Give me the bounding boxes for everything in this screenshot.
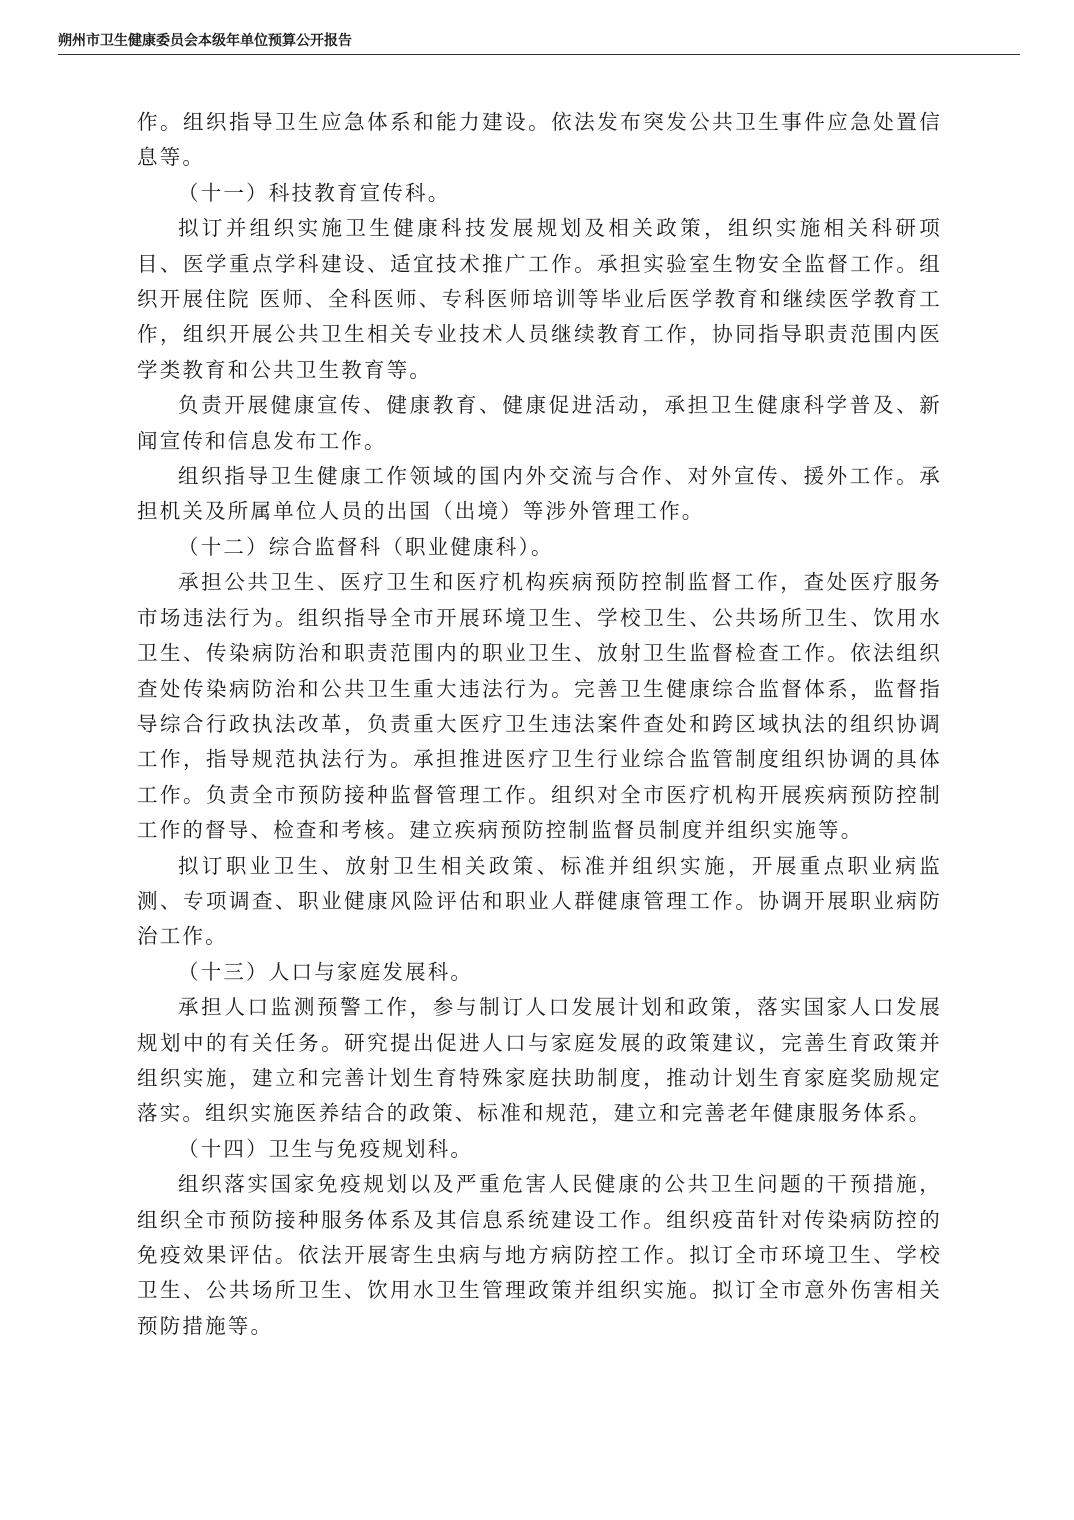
section-heading: （十三）人口与家庭发展科。 [178,959,474,984]
header-divider [58,54,1020,55]
paragraph: 拟订并组织实施卫生健康科技发展规划及相关政策，组织实施相关科研项目、医学重点学科建设、适宜技术推广工作。承担实验室生物安全监督工作。组织开展住院 医师、全科医师、专科医师培训等毕业后医学教育和继续医学教育工作，组织开展公共卫生相关专业技术人员继续教育工作，协同指导职责范围内医学类教育和公共卫生教育等。 [137,216,942,382]
section-heading: （十一）科技教育宣传科。 [178,180,451,205]
paragraph: 作。组织指导卫生应急体系和能力建设。依法发布突发公共卫生事件应急处置信息等。 [137,110,942,170]
paragraph: 组织落实国家免疫规划以及严重危害人民健康的公共卫生问题的干预措施，组织全市预防接种服务体系及其信息系统建设工作。组织疫苗针对传染病防控的免疫效果评估。依法开展寄生虫病与地方病防控工作。拟订全市环境卫生、学校卫生、公共场所卫生、饮用水卫生管理政策并组织实施。拟订全市意外伤害相关预防措施等。 [137,1172,942,1338]
document-body [137,105,942,1344]
section-heading: （十四）卫生与免疫规划科。 [178,1136,474,1161]
section-heading: （十二）综合监督科（职业健康科）。 [178,534,554,559]
paragraph: 承担人口监测预警工作，参与制订人口发展计划和政策，落实国家人口发展规划中的有关任务。研究提出促进人口与家庭发展的政策建议，完善生育政策并组织实施，建立和完善计划生育特殊家庭扶助制度，推动计划生育家庭奖励规定落实。组织实施医养结合的政策、标准和规范，建立和完善老年健康服务体系。 [137,995,942,1126]
paragraph: 拟订职业卫生、放射卫生相关政策、标准并组织实施，开展重点职业病监测、专项调查、职业健康风险评估和职业人群健康管理工作。协调开展职业病防治工作。 [137,853,942,949]
paragraph: 负责开展健康宣传、健康教育、健康促进活动，承担卫生健康科学普及、新闻宣传和信息发布工作。 [137,393,942,453]
paragraph: 组织指导卫生健康工作领域的国内外交流与合作、对外宣传、援外工作。承担机关及所属单位人员的出国（出境）等涉外管理工作。 [137,464,942,524]
page-header-title: 朔州市卫生健康委员会本级年单位预算公开报告 [58,33,352,49]
paragraph: 承担公共卫生、医疗卫生和医疗机构疾病预防控制监督工作，查处医疗服务市场违法行为。组织指导全市开展环境卫生、学校卫生、公共场所卫生、饮用水卫生、传染病防治和职责范围内的职业卫生、放射卫生监督检查工作。依法组织查处传染病防治和公共卫生重大违法行为。完善卫生健康综合监督体系，监督指导综合行政执法改革，负责重大医疗卫生违法案件查处和跨区域执法的组织协调工作，指导规范执法行为。承担推进医疗卫生行业综合监管制度组织协调的具体工作。负责全市预防接种监督管理工作。组织对全市医疗机构开展疾病预防控制工作的督导、检查和考核。建立疾病预防控制监督员制度并组织实施等。 [137,570,942,843]
